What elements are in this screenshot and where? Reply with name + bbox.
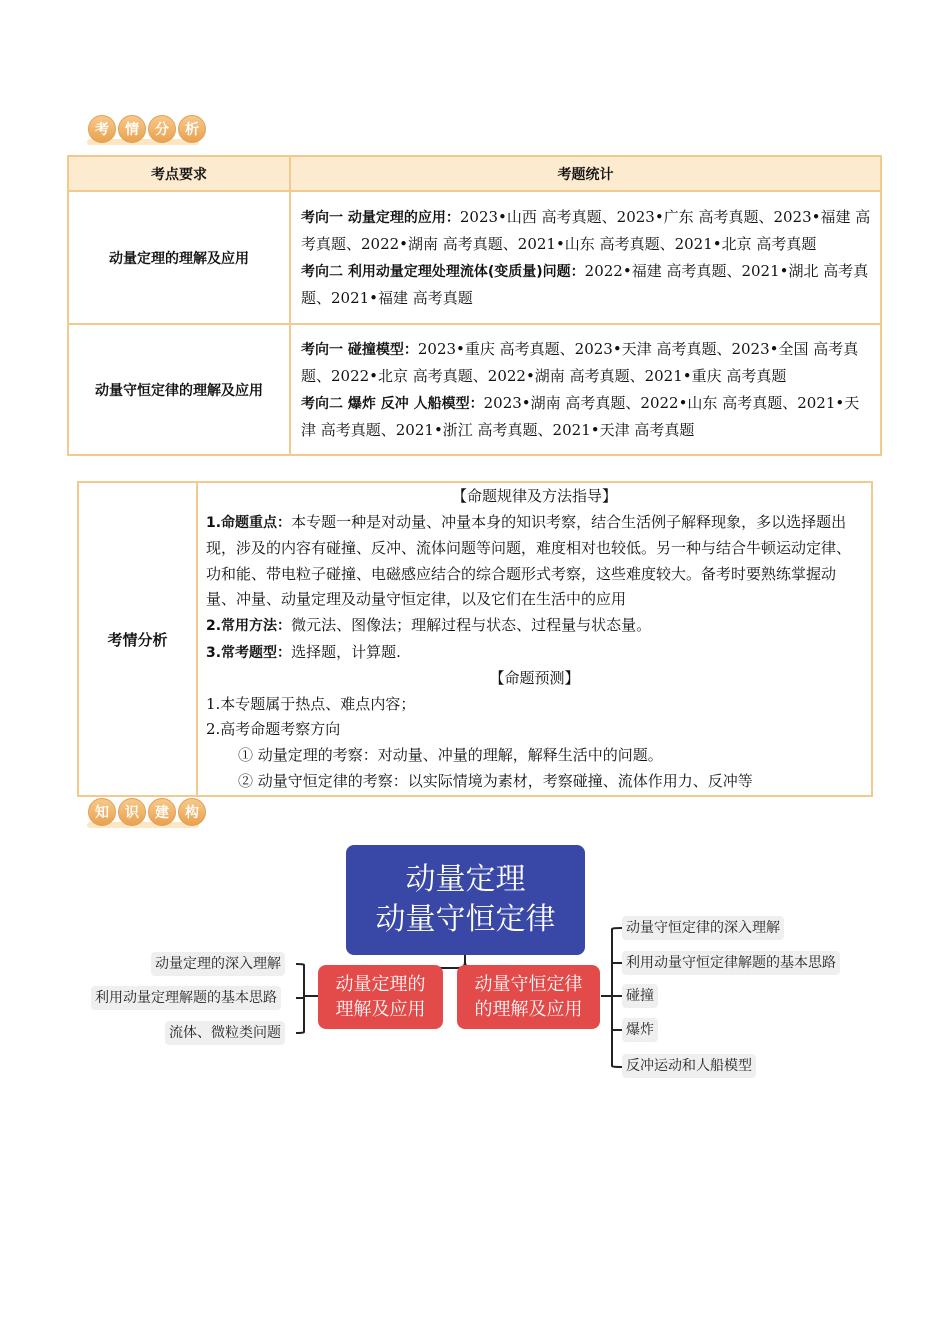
mindmap-leaf: 爆炸: [622, 1018, 658, 1042]
mindmap-leaf: 反冲运动和人船模型: [622, 1054, 756, 1078]
direction-text: 2022•福建 高考真题、2021•湖北 高考真题、2021•福建 高考真题: [301, 261, 869, 307]
badge-char: 考: [88, 115, 116, 143]
badge-char: 识: [118, 798, 146, 826]
paragraph-text: 选择题，计算题.: [291, 642, 401, 661]
direction-label: 考向二 利用动量定理处理流体(变质量)问题：: [301, 263, 585, 280]
paragraph-label: 3.常考题型：: [206, 644, 292, 661]
badge-char: 知: [88, 798, 116, 826]
requirement-cell: 动量守恒定律的理解及应用: [68, 324, 290, 455]
mindmap-leaf: 碰撞: [622, 984, 658, 1008]
direction-label: 考向二 爆炸 反冲 人船模型：: [301, 395, 484, 412]
direction-text: 2023•湖南 高考真题、2022•山东 高考真题、2021•天津 高考真题、2021•浙江 高考真题、2021•天津 高考真题: [301, 393, 860, 439]
mindmap-leaf: 流体、微粒类问题: [165, 1021, 285, 1045]
badge-char: 分: [148, 115, 176, 143]
mindmap-root-node: [346, 845, 585, 955]
list-item: 2.高考命题考察方向: [206, 720, 341, 739]
section-heading: 【命题预测】: [489, 669, 580, 688]
list-item: ② 动量守恒定律的考察：以实际情境为素材，考察碰撞、流体作用力、反冲等: [238, 771, 753, 790]
node-line: 理解及应用: [335, 999, 426, 1020]
paragraph-text: 微元法、图像法；理解过程与状态、过程量与状态量。: [291, 615, 652, 634]
mindmap-leaf: 利用动量守恒定律解题的基本思路: [622, 951, 840, 975]
direction-label: 考向一 碰撞模型：: [301, 341, 418, 358]
badge-char: 析: [178, 115, 206, 143]
header-requirement: 考点要求: [68, 156, 290, 191]
node-line: 的理解及应用: [474, 999, 583, 1020]
mindmap-leaf: 利用动量定理解题的基本思路: [91, 986, 281, 1010]
root-line: 动量定理: [405, 862, 526, 897]
analysis-label: 考情分析: [78, 482, 197, 796]
mindmap-node-conservation: [457, 965, 600, 1029]
mindmap-leaf: 动量定理的深入理解: [151, 952, 285, 976]
node-line: 动量守恒定律: [474, 974, 583, 995]
root-line: 动量守恒定律: [375, 902, 556, 937]
connector-left-bracket: [296, 964, 318, 1033]
direction-label: 考向一 动量定理的应用：: [301, 209, 460, 226]
paragraph-label: 1.命题重点：: [206, 514, 292, 531]
direction-text: 2023•山西 高考真题、2023•广东 高考真题、2023•福建 高考真题、2022•湖南 高考真题、2021•山东 高考真题、2021•北京 高考真题: [301, 207, 871, 253]
list-item: ① 动量定理的考察：对动量、冲量的理解，解释生活中的问题。: [238, 745, 663, 764]
mindmap-leaf: 动量守恒定律的深入理解: [622, 916, 784, 940]
mindmap-node-momentum-theorem: [318, 965, 443, 1029]
paragraph-label: 2.常用方法：: [206, 617, 292, 634]
paragraph-text: 本专题一种是对动量、冲量本身的知识考察，结合生活例子解释现象，多以选择题出现，涉及的内容有碰撞、反冲、流体问题等问题，难度相对也较低。另一种与结合牛顿运动定律、功和能、带电粒子碰撞、电磁感应结合的综合题形式考察，这些难度较大。备考时要熟练掌握动量、冲量、动量定理及动量守恒定律，以及它们在生活中的应用: [206, 512, 852, 609]
requirement-cell: 动量定理的理解及应用: [68, 191, 290, 324]
direction-text: 2023•重庆 高考真题、2023•天津 高考真题、2023•全国 高考真题、2022•北京 高考真题、2022•湖南 高考真题、2021•重庆 高考真题: [301, 339, 859, 385]
list-item: 1.本专题属于热点、难点内容；: [206, 694, 416, 713]
header-statistics: 考题统计: [290, 156, 881, 191]
connector-right-bracket: [601, 928, 622, 1067]
node-line: 动量定理的: [335, 974, 426, 995]
badge-char: 情: [118, 115, 146, 143]
badge-char: 建: [148, 798, 176, 826]
badge-char: 构: [178, 798, 206, 826]
section-heading: 【命题规律及方法指导】: [451, 487, 617, 505]
